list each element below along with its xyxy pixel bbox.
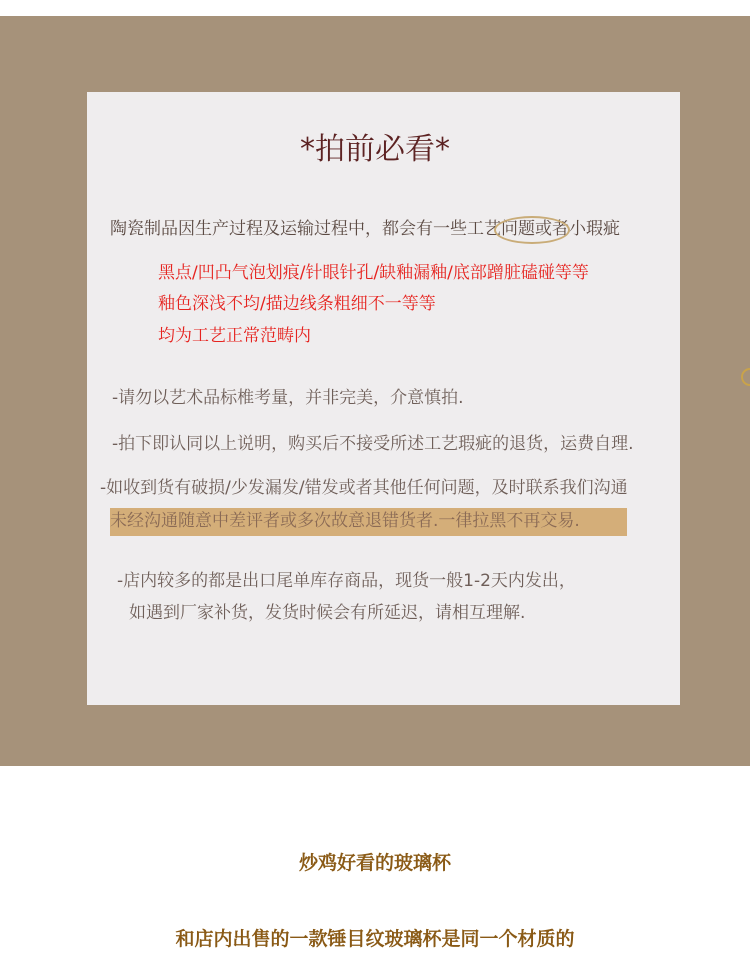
product-description: 和店内出售的一款锤目纹玻璃杯是同一个材质的 — [175, 928, 575, 950]
note-line-5: -店内较多的都是出口尾单库存商品，现货一般1-2天内发出， — [117, 571, 576, 591]
emphasis-circle-mark — [494, 216, 570, 244]
product-title: 炒鸡好看的玻璃杯 — [298, 852, 451, 874]
note-line-1: -请勿以艺术品标椎考量，并非完美，介意慎拍. — [112, 388, 464, 408]
note-line-6: 如遇到厂家补货，发货时候会有所延迟，请相互理解. — [129, 603, 526, 623]
defect-line-3: 均为工艺正常范畴内 — [158, 326, 311, 346]
note-line-3: -如收到货有破损/少发漏发/错发或者其他任何问题，及时联系我们沟通 — [100, 478, 628, 498]
defect-line-2: 釉色深浅不均/描边线条粗细不一等等 — [158, 294, 436, 314]
warning-line: 未经沟通随意中差评者或多次故意退错货者.一律拉黑不再交易. — [110, 511, 580, 531]
notice-intro: 陶瓷制品因生产过程及运输过程中，都会有一些工艺问题或者小瑕疵 — [110, 219, 620, 239]
notice-title: *拍前必看* — [300, 132, 450, 167]
note-line-2: -拍下即认同以上说明，购买后不接受所述工艺瑕疵的退货，运费自理. — [112, 434, 634, 454]
defect-line-1: 黑点/凹凸气泡划痕/针眼针孔/缺釉漏釉/底部蹭脏磕碰等等 — [158, 263, 589, 283]
